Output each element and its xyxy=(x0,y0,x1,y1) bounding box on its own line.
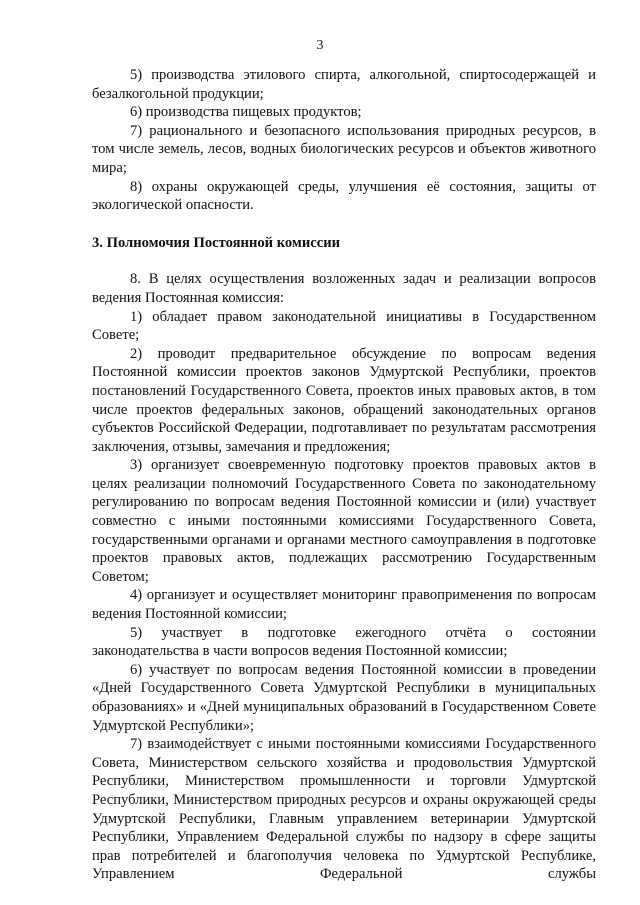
list-item: 8) охраны окружающей среды, улучшения её состояния, защиты от экологической опасности. xyxy=(92,178,596,214)
list-item: 6) участвует по вопросам ведения Постоянной комиссии в проведении «Дней Государственного Совета Удмуртской Республики в муниципальных образованиях» и «Дней муниципальных образований в Государственном Совете Удмуртской Республики»; xyxy=(92,661,596,734)
list-item: 5) участвует в подготовке ежегодного отчёта о состоянии законодательства в части вопросов ведения Постоянной комиссии; xyxy=(92,624,596,660)
list-item: 5) производства этилового спирта, алкогольной, спиртосодержащей и безалкогольной продукции; xyxy=(92,67,596,102)
list-item: 1) обладает правом законодательной инициативы в Государственном Совете; xyxy=(92,308,596,344)
list-item: 2) проводит предварительное обсуждение по вопросам ведения Постоянной комиссии проектов законов Удмуртской Республики, проектов постановлений Государственного Совета, проектов иных правовых актов, в том числе проектов федеральных законов, обращений законодательных органов субъектов Российской Федерации, подготавливает по результатам рассмотрения заключения, отзывы, замечания и предложения; xyxy=(92,345,596,455)
list-item: 3) организует своевременную подготовку проектов правовых актов в целях реализации полномочий Государственного Совета по законодательному регулированию по вопросам ведения Постоянной комиссии и (или) участвует совместно с иными постоянными комиссиями Государственного Совета, государственными органами и органами местного самоуправления в подготовке проектов правовых актов, подлежащих рассмотрению Государственным Советом; xyxy=(92,457,596,585)
page-number: 3 xyxy=(316,38,324,53)
list-item: 7) взаимодействует с иными постоянными комиссиями Государственного Совета, Министерством сельского хозяйства и продовольствия Удмуртской Республики, Министерством промышленности и торговли Удмуртской Республики, Министерством природных ресурсов и охраны окружающей среды Удмуртской Республики, Главным управлением ветеринарии Удмуртской Республики, Управлением Федеральной службы по надзору в сфере защиты прав потребителей и благополучия человека по Удмуртской Республике, Управлением Федеральной службы xyxy=(92,736,596,883)
list-item: 6) производства пищевых продуктов; xyxy=(130,104,362,121)
list-item: 7) рационального и безопасного использования природных ресурсов, в том числе земель, лесов, водных биологических ресурсов и объектов животного мира; xyxy=(92,122,596,176)
paragraph-intro: 8. В целях осуществления возложенных задач и реализации вопросов ведения Постоянная комиссия: xyxy=(92,271,596,306)
list-item: 4) организует и осуществляет мониторинг правоприменения по вопросам ведения Постоянной комиссии; xyxy=(92,587,596,623)
document-body xyxy=(92,66,596,884)
section-heading: 3. Полномочия Постоянной комиссии xyxy=(92,234,341,251)
